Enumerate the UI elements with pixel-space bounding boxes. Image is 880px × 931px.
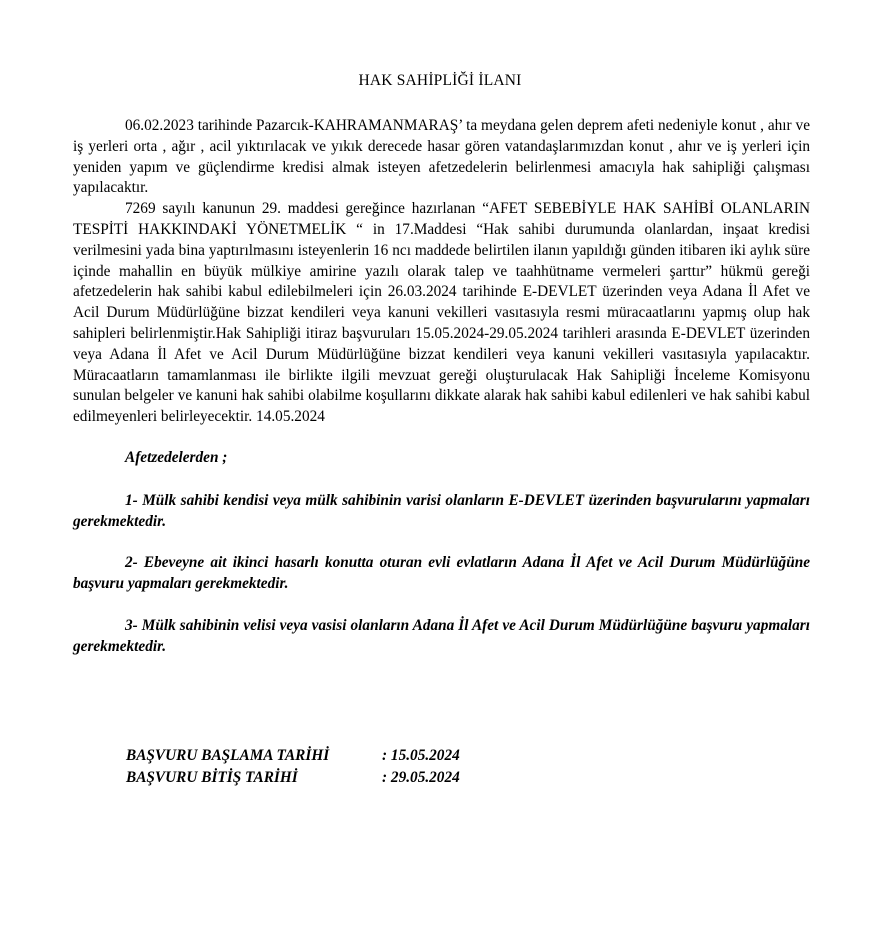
document-body — [73, 116, 810, 658]
end-date-value: : 29.05.2024 — [382, 769, 460, 786]
paragraph-1: 06.02.2023 tarihinde Pazarcık-KAHRAMANMARAŞ’ ta meydana gelen deprem afeti nedeniyle konut , ahır ve iş yerleri orta , ağır , acil yıktırılacak ve yıkık derecede hasar gören vatandaşlarımızdan konut , ahır ve iş yerleri için yeniden yapım ve güçlendirme kredisi almak isteyen afetzedelerin belirlenmesi amacıyla hak sahipliği çalışması yapılacaktır. — [73, 117, 810, 197]
list-item-3: 3- Mülk sahibinin velisi veya vasisi olanların Adana İl Afet ve Acil Durum Müdürlüğüne başvuru yapmaları gerekmektedir. — [73, 616, 810, 655]
start-date-row — [126, 745, 460, 767]
start-date-value: : 15.05.2024 — [382, 747, 460, 764]
start-date-label: BAŞVURU BAŞLAMA TARİHİ — [126, 747, 330, 764]
end-date-label: BAŞVURU BİTİŞ TARİHİ — [126, 769, 298, 786]
document-title: HAK SAHİPLİĞİ İLANI — [358, 72, 522, 89]
lead-text: Afetzedelerden ; — [125, 448, 228, 466]
end-date-row — [126, 767, 460, 789]
paragraph-2: 7269 sayılı kanunun 29. maddesi gereğince hazırlanan “AFET SEBEBİYLE HAK SAHİBİ OLANLARIN TESPİTİ HAKKINDAKİ YÖNETMELİK “ in 17.Maddesi “Hak sahibi durumunda olanlardan, inşaat kredisi verilmesini yada bina yaptırılmasını isteyenlerin 16 ncı maddede belirtilen ilanın yapıldığı günden itibaren iki aylık süre içinde mahallin en büyük mülkiye amirine yazılı olarak talep ve taahhütname vermeleri şarttır” hükmü gereği afetzedelerin hak sahibi kabul edilebilmeleri için 26.03.2024 tarihinde E-DEVLET üzerinden veya Adana İl Afet ve Acil Durum Müdürlüğüne bizzat kendileri veya kanuni vekilleri vasıtasıyla resmi müracaatlarını yapmış olup hak sahipleri belirlenmiştir.Hak Sahipliği itiraz başvuruları 15.05.2024-29.05.2024 tarihleri arasında E-DEVLET üzerinden veya Adana İl Afet ve Acil Durum Müdürlüğüne bizzat kendileri veya kanuni vekilleri vasıtasıyla yapılacaktır. Müracaatların tamamlanması ile birlikte ilgili mevzuat gereği oluşturulacak Hak Sahipliği İnceleme Komisyonu sunulan belgeler ve kanuni hak sahibi olabilme koşullarını dikkate alarak hak sahibi kabul edilenleri ve hak sahibi kabul edilmeyenleri belirleyecektir. 14.05.2024 — [73, 200, 810, 426]
list-item-1: 1- Mülk sahibi kendisi veya mülk sahibinin varisi olanların E-DEVLET üzerinden başvurularını yapmaları gerekmektedir. — [73, 491, 810, 530]
list-item-2: 2- Ebeveyne ait ikinci hasarlı konutta oturan evli evlatların Adana İl Afet ve Acil Durum Müdürlüğüne başvuru yapmaları gerekmektedir. — [73, 554, 810, 593]
application-dates — [126, 745, 460, 789]
